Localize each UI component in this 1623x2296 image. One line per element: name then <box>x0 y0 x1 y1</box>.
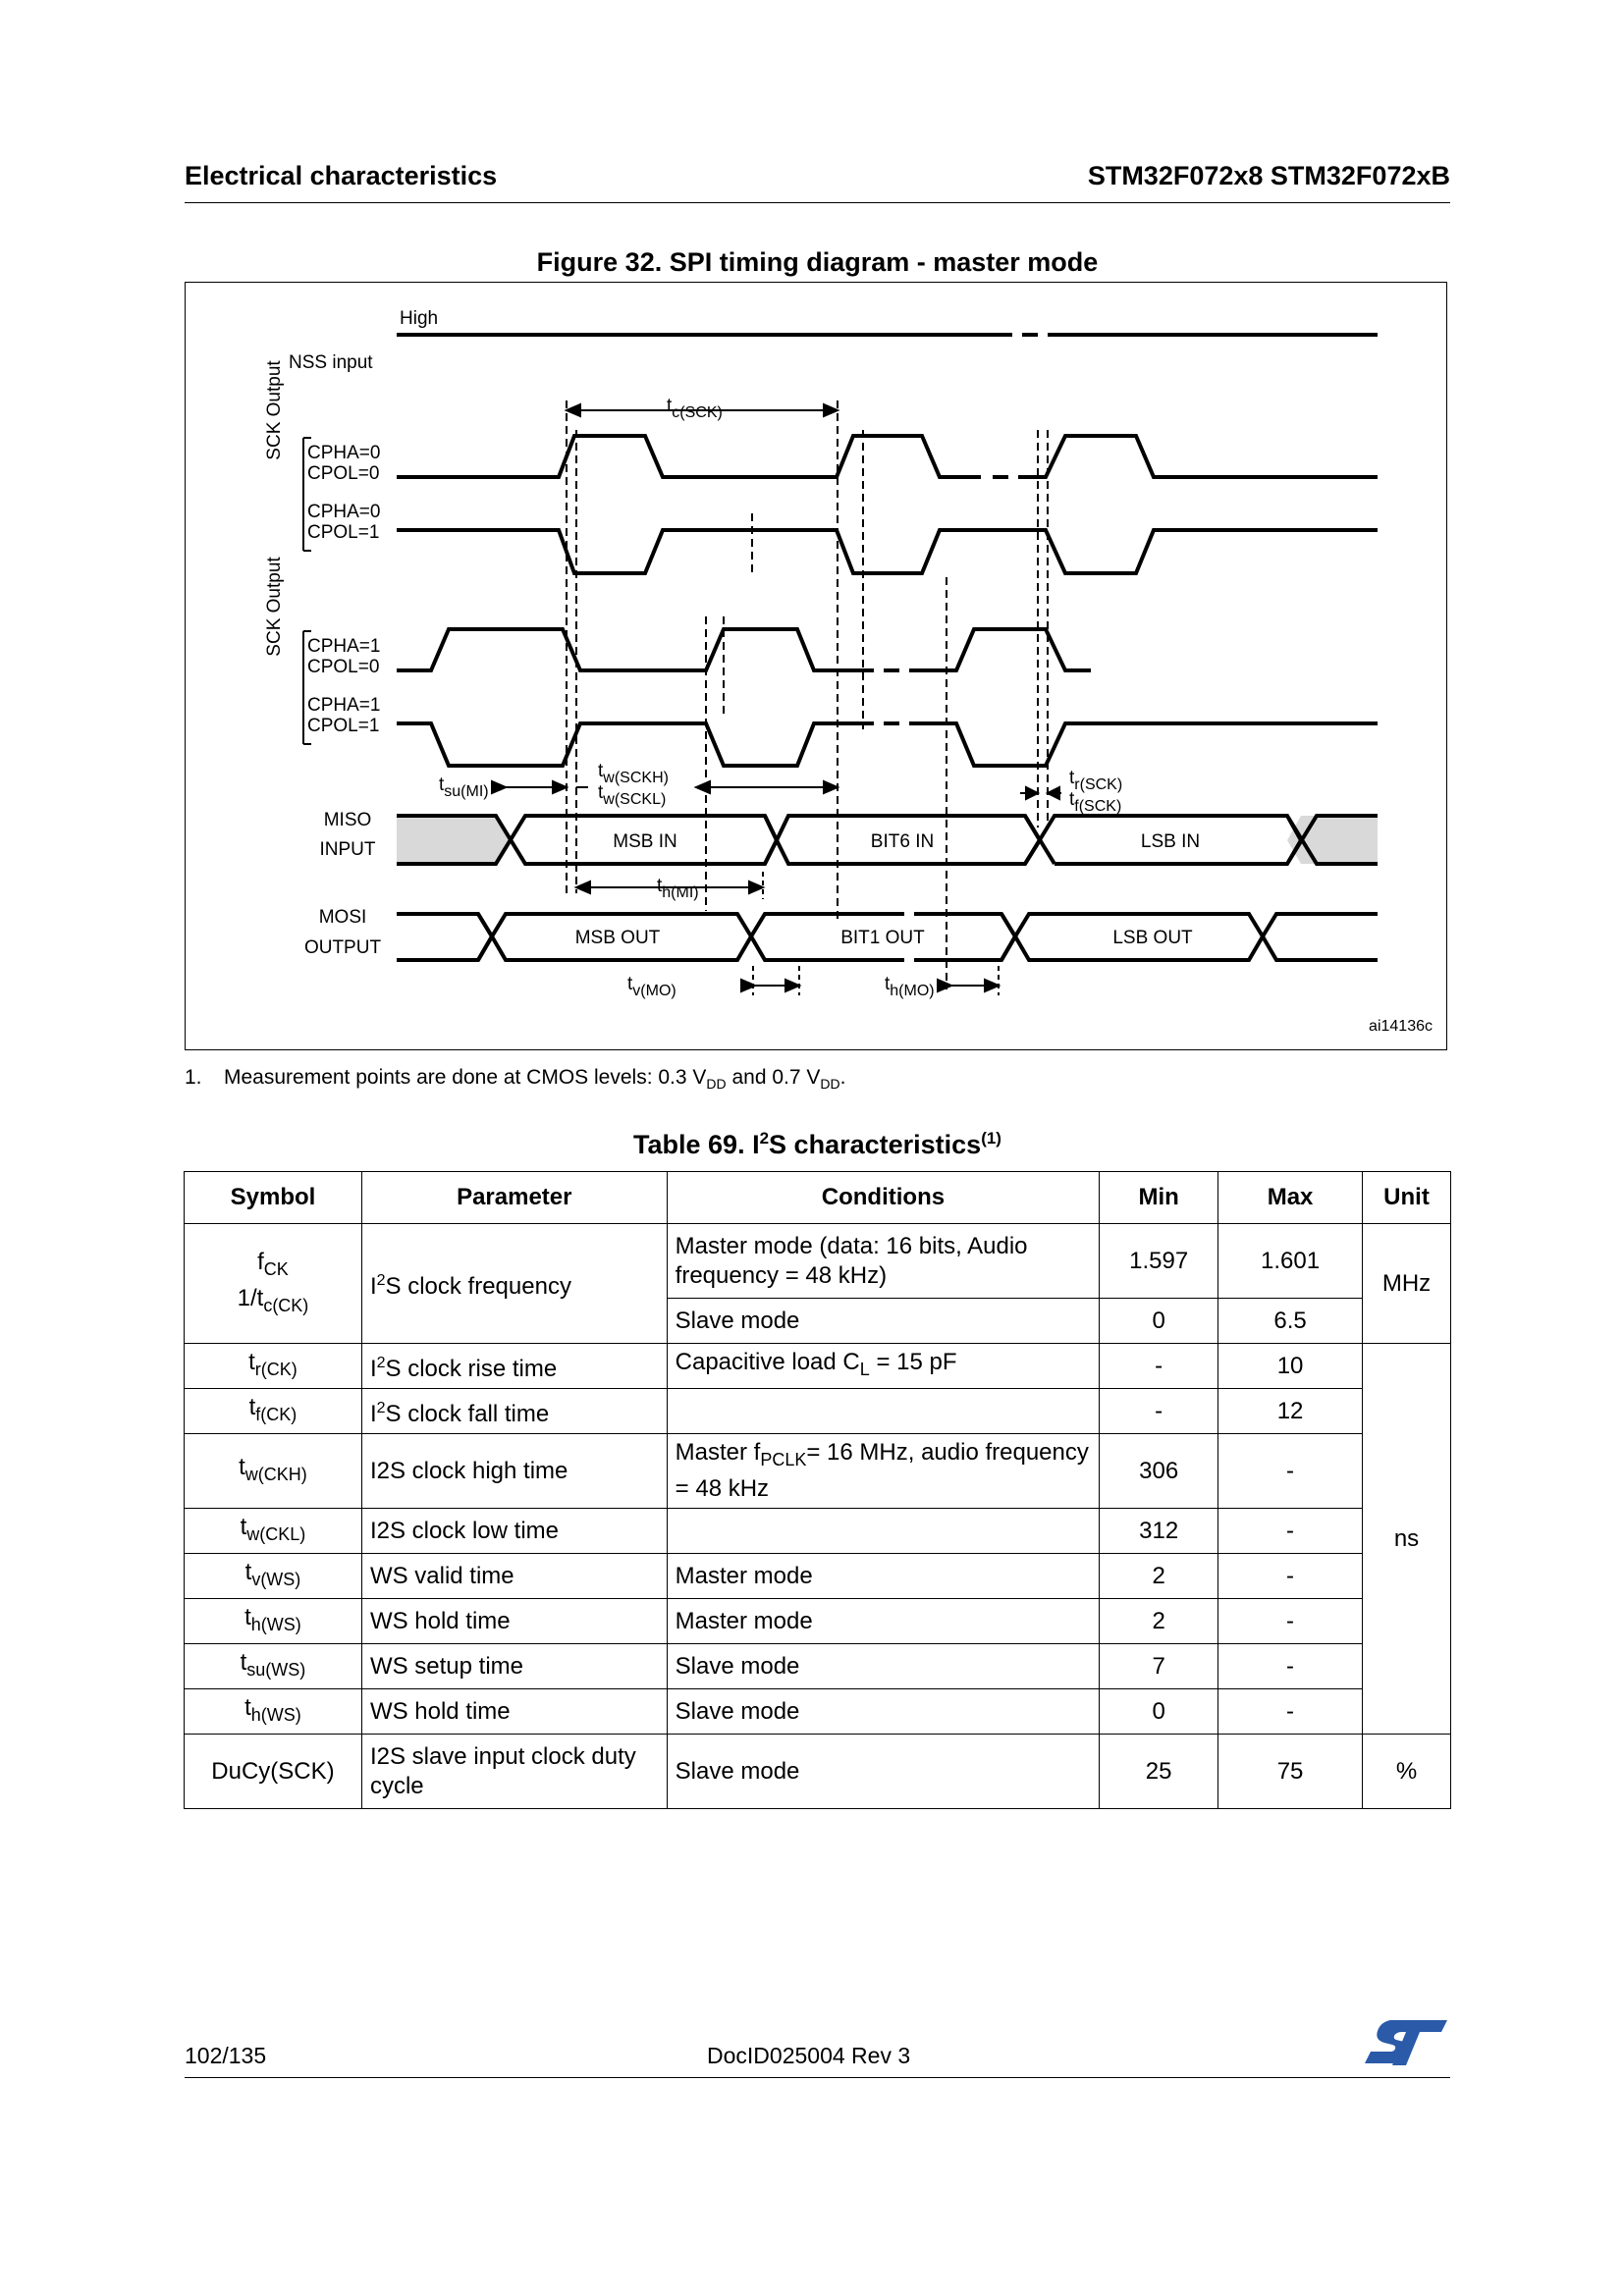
miso-label: MISO <box>323 810 372 830</box>
cpha0-label-b: CPHA=0 <box>307 502 381 522</box>
header-min: Min <box>1100 1172 1218 1224</box>
sck-cpha1-cpol0-wave <box>397 629 1091 670</box>
header-parameter: Parameter <box>361 1172 667 1224</box>
tr-tf-sck-arrow <box>1020 787 1061 799</box>
min-cell: 7 <box>1100 1644 1218 1689</box>
figure-note <box>185 1066 845 1092</box>
max-cell: 1.601 <box>1218 1224 1363 1299</box>
note-text-b: and 0.7 V <box>726 1066 821 1089</box>
figure-reference-code: ai14136c <box>1369 1018 1433 1035</box>
mosi-label: MOSI <box>318 907 367 928</box>
symbol-cell: DuCy(SCK) <box>185 1735 362 1809</box>
parameter-cell: I2S clock low time <box>361 1509 667 1554</box>
symbol-cell: $t_{r(CK)}$ <box>185 1344 362 1389</box>
symbol-cell: $t_{h(WS)}$ <box>185 1689 362 1735</box>
miso-input-label: INPUT <box>319 839 376 860</box>
msb-out-label: MSB OUT <box>574 928 661 948</box>
unit-cell: % <box>1363 1735 1451 1809</box>
min-cell: 306 <box>1100 1434 1218 1509</box>
min-cell: - <box>1100 1389 1218 1434</box>
note-number: 1. <box>185 1066 202 1089</box>
parameter-cell: I2S clock high time <box>361 1434 667 1509</box>
nss-high-label: High <box>400 308 439 329</box>
table-row <box>185 1689 1451 1735</box>
tw-sckh-label: $t_{w(SCKH)}$ <box>598 761 669 786</box>
conditions-cell: Slave mode <box>667 1735 1100 1809</box>
cpol0-label-a: CPOL=0 <box>307 463 380 484</box>
table-row <box>185 1344 1451 1389</box>
tsu-mi-arrow <box>492 781 567 793</box>
symbol-cell: $t_{su(WS)}$ <box>185 1644 362 1689</box>
table-row <box>185 1735 1451 1809</box>
parameter-cell: WS hold time <box>361 1689 667 1735</box>
conditions-cell: Slave mode <box>667 1689 1100 1735</box>
min-cell: 0 <box>1100 1299 1218 1344</box>
header-section-title: Electrical characteristics <box>185 161 498 190</box>
table-row <box>185 1644 1451 1689</box>
min-cell: 1.597 <box>1100 1224 1218 1299</box>
st-logo-icon <box>1363 2018 1449 2072</box>
sck-cpha0-cpol0-wave <box>397 436 1378 477</box>
max-cell: - <box>1218 1689 1363 1735</box>
table-header-row <box>185 1172 1451 1224</box>
conditions-cell: Master mode <box>667 1599 1100 1644</box>
max-cell: - <box>1218 1509 1363 1554</box>
note-sub-2: DD <box>820 1076 840 1093</box>
note-text-a: Measurement points are done at CMOS levels: 0.3 V <box>224 1066 707 1089</box>
symbol-cell: $f_{CK}$ $1/t_{c(CK)}$ <box>185 1224 362 1344</box>
cpha1-label-a: CPHA=1 <box>307 636 381 657</box>
th-mi-label: $t_{h(MI)}$ <box>657 876 699 901</box>
parameter-cell: WS setup time <box>361 1644 667 1689</box>
conditions-cell <box>667 1509 1100 1554</box>
note-text-c: . <box>839 1066 846 1089</box>
timing-reference-lines <box>567 400 1048 989</box>
header-conditions: Conditions <box>667 1172 1100 1224</box>
timing-diagram <box>185 282 1447 1050</box>
table-row <box>185 1599 1451 1644</box>
lsb-in-label: LSB IN <box>1140 831 1201 852</box>
tv-mo-label: $t_{v(MO)}$ <box>627 974 676 999</box>
table-row <box>185 1434 1451 1509</box>
mosi-output-label: OUTPUT <box>303 937 382 958</box>
tr-sck-label: $t_{r(SCK)}$ <box>1069 768 1123 793</box>
conditions-cell: Master mode (data: 16 bits, Audio frequency = 48 kHz) <box>667 1224 1100 1299</box>
header-unit: Unit <box>1363 1172 1451 1224</box>
min-cell: - <box>1100 1344 1218 1389</box>
table-row <box>185 1554 1451 1599</box>
symbol-cell: $t_{w(CKH)}$ <box>185 1434 362 1509</box>
sck-output-label-2: SCK Output <box>264 557 285 657</box>
conditions-cell: Slave mode <box>667 1644 1100 1689</box>
parameter-cell: $I^2S$ clock fall time <box>361 1389 667 1434</box>
page-number: 102/135 <box>185 2043 267 2068</box>
conditions-cell: Master mode <box>667 1554 1100 1599</box>
unit-cell: ns <box>1363 1344 1451 1735</box>
document-id: DocID025004 Rev 3 <box>707 2043 911 2068</box>
min-cell: 0 <box>1100 1689 1218 1735</box>
min-cell: 2 <box>1100 1554 1218 1599</box>
symbol-cell: $t_{h(WS)}$ <box>185 1599 362 1644</box>
max-cell: - <box>1218 1554 1363 1599</box>
sck-cpha1-cpol1-wave <box>397 723 1378 766</box>
tw-sckl-label: $t_{w(SCKL)}$ <box>598 782 667 808</box>
lsb-out-label: LSB OUT <box>1112 928 1193 948</box>
bit1-out-label: BIT1 OUT <box>840 928 925 948</box>
max-cell: - <box>1218 1434 1363 1509</box>
cpha0-label-a: CPHA=0 <box>307 443 381 463</box>
table-row <box>185 1509 1451 1554</box>
max-cell: 10 <box>1218 1344 1363 1389</box>
conditions-cell: Master $f_{PCLK}= 16$ MHz, audio frequency = 48 kHz <box>667 1434 1100 1509</box>
tf-sck-label: $t_{f(SCK)}$ <box>1069 789 1122 815</box>
i2s-characteristics-table <box>184 1171 1451 1809</box>
parameter-cell: WS hold time <box>361 1599 667 1644</box>
cpol1-label-b: CPOL=1 <box>307 716 380 736</box>
min-cell: 25 <box>1100 1735 1218 1809</box>
th-mo-label: $t_{h(MO)}$ <box>885 974 935 999</box>
min-cell: 312 <box>1100 1509 1218 1554</box>
parameter-cell: I2S slave input clock duty cycle <box>361 1735 667 1809</box>
max-cell: 75 <box>1218 1735 1363 1809</box>
table-row <box>185 1389 1451 1434</box>
header-symbol: Symbol <box>185 1172 362 1224</box>
footer-divider <box>185 2077 1450 2078</box>
symbol-cell: $t_{v(WS)}$ <box>185 1554 362 1599</box>
parameter-cell: $I^2S$ clock frequency <box>361 1224 667 1344</box>
unit-cell: MHz <box>1363 1224 1451 1344</box>
header-divider <box>185 202 1450 203</box>
min-cell: 2 <box>1100 1599 1218 1644</box>
tv-mo-arrow <box>741 966 799 995</box>
sck-output-label-1: SCK Output <box>264 360 285 460</box>
conditions-cell: Capacitive load $C_L = 15$ pF <box>667 1344 1100 1389</box>
note-sub-1: DD <box>706 1076 727 1093</box>
header-part-numbers: STM32F072x8 STM32F072xB <box>1087 161 1450 190</box>
tsu-mi-label: $t_{su(MI)}$ <box>439 774 489 800</box>
conditions-cell: Slave mode <box>667 1299 1100 1344</box>
cpol0-label-b: CPOL=0 <box>307 657 380 677</box>
bit6-in-label: BIT6 IN <box>870 831 935 852</box>
max-cell: 12 <box>1218 1389 1363 1434</box>
parameter-cell: $I^2S$ clock rise time <box>361 1344 667 1389</box>
cpol1-label-a: CPOL=1 <box>307 522 380 543</box>
max-cell: - <box>1218 1599 1363 1644</box>
symbol-cell: $t_{f(CK)}$ <box>185 1389 362 1434</box>
symbol-cell: $t_{w(CKL)}$ <box>185 1509 362 1554</box>
cpha1-label-b: CPHA=1 <box>307 695 381 716</box>
header-max: Max <box>1218 1172 1363 1224</box>
sck-cpha0-cpol1-wave <box>397 530 1378 573</box>
max-cell: 6.5 <box>1218 1299 1363 1344</box>
tc-sck-label: $t_{c(SCK)}$ <box>667 396 723 421</box>
msb-in-label: MSB IN <box>613 831 677 852</box>
table-title: Table 69. $I^2S$ characteristics$^{(1)}$ <box>633 1129 1001 1159</box>
figure-title: Figure 32. SPI timing diagram - master mode <box>536 247 1099 277</box>
nss-input-label: NSS input <box>289 352 373 373</box>
max-cell: - <box>1218 1644 1363 1689</box>
conditions-cell <box>667 1389 1100 1434</box>
parameter-cell: WS valid time <box>361 1554 667 1599</box>
table-row <box>185 1224 1451 1299</box>
